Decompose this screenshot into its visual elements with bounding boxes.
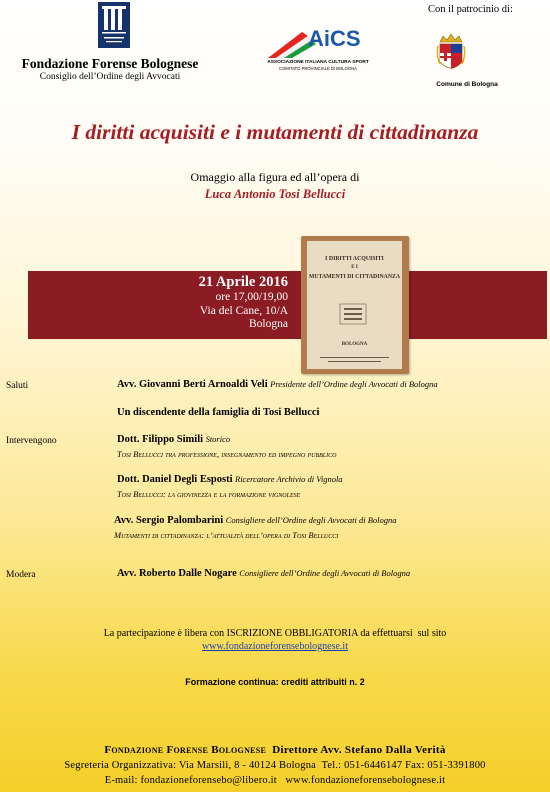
speaker-name: Avv. Roberto Dalle Nogare <box>117 568 237 579</box>
speaker-role: Ricercatore Archivio di Vignola <box>235 474 343 484</box>
program-entry <box>114 515 397 526</box>
saluti-label: Saluti <box>6 381 29 391</box>
footer-secretariat: Segreteria Organizzativa: Via Marsili, 8 - 40124 Bologna Tel.: 051-6446147 Fax: 051-3391800 <box>64 760 486 771</box>
formazione-credits: Formazione continua: crediti attribuiti n. 2 <box>185 677 365 687</box>
footer-foundation-name: Fondazione Forense Bolognese <box>104 744 267 756</box>
intervengono-label: Intervengono <box>6 436 57 446</box>
book-emblem-icon <box>338 302 368 326</box>
foundation-name: Fondazione Forense Bolognese <box>21 56 199 71</box>
book-title-line3: MUTAMENTI DI CITTADINANZA <box>308 274 401 280</box>
speaker-role: Consigliere dell’Ordine degli Avvocati di Bologna <box>225 515 397 525</box>
descendant-line: Un discendente della famiglia di Tosi Bellucci <box>117 407 320 418</box>
page-title: I diritti acquisiti e i mutamenti di cittadinanza <box>71 120 479 144</box>
speaker-role: Storico <box>205 434 231 444</box>
speaker-role: Presidente dell’Ordine degli Avvocati di Bologna <box>270 379 438 389</box>
footer-director: Direttore Avv. Stefano Dalla Verità <box>272 744 446 756</box>
registration-text: La partecipazione è libera con ISCRIZIONE OBBLIGATORIA da effettuarsi sul sito <box>103 628 447 639</box>
event-time: ore 17,00/19,00 <box>215 291 288 303</box>
speaker-topic: Tosi Bellucci: la giovinezza e la formazione vignolese <box>117 489 301 499</box>
aics-committee: COMITATO PROVINCIALE DI BOLOGNA <box>279 66 357 71</box>
program-entry-saluti <box>117 379 438 390</box>
svg-text:AiCS: AiCS <box>308 26 361 51</box>
speaker-name: Avv. Sergio Palombarini <box>114 515 224 526</box>
modera-label: Modera <box>6 570 36 580</box>
comune-crest-icon <box>436 32 466 76</box>
speaker-name: Avv. Giovanni Berti Arnoaldi Veli <box>117 379 268 390</box>
honoree-name: Luca Antonio Tosi Bellucci <box>204 187 346 201</box>
speaker-name: Dott. Daniel Degli Esposti <box>117 474 233 485</box>
event-date: 21 Aprile 2016 <box>198 274 288 290</box>
speaker-role: Consigliere dell’Ordine degli Avvocati di Bologna <box>239 568 411 578</box>
footer-contacts: E-mail: fondazioneforensebo@libero.it www.fondazioneforensebolognese.it <box>104 775 446 786</box>
speaker-topic: Mutamenti di cittadinanza: l’attualità dell’opera di Tosi Bellucci <box>114 530 339 540</box>
foundation-subtitle: Consiglio dell’Ordine degli Avvocati <box>39 72 181 82</box>
book-title-line2: E I <box>351 265 358 270</box>
event-address: Via del Cane, 10/A <box>199 304 288 317</box>
patronage-label: Con il patrocinio di: <box>428 4 513 15</box>
registration-link-wrap <box>0 641 550 652</box>
comune-label: Comune di Bologna <box>436 81 498 88</box>
speaker-topic: Tosi Bellucci tra professione, insegnamento ed impegno pubblico <box>117 449 337 459</box>
fondazione-forense-logo <box>98 2 130 48</box>
website-link[interactable]: www.fondazioneforensebolognese.it <box>202 641 348 652</box>
program-entry <box>117 474 343 485</box>
book-city: BOLOGNA <box>341 342 368 347</box>
book-title-line1: I DIRITTI ACQUISITI <box>325 256 384 262</box>
event-city: Bologna <box>249 318 288 330</box>
book-imprint-lines <box>320 351 389 359</box>
footer-foundation-line <box>0 744 550 756</box>
homage-line: Omaggio alla figura ed all’opera di <box>190 170 360 184</box>
aics-name: ASSOCIAZIONE ITALIANA CULTURA SPORT <box>267 60 369 65</box>
event-details <box>28 271 288 339</box>
program-entry <box>117 434 230 445</box>
speaker-name: Dott. Filippo Simili <box>117 434 204 445</box>
program-entry-modera <box>117 568 410 579</box>
